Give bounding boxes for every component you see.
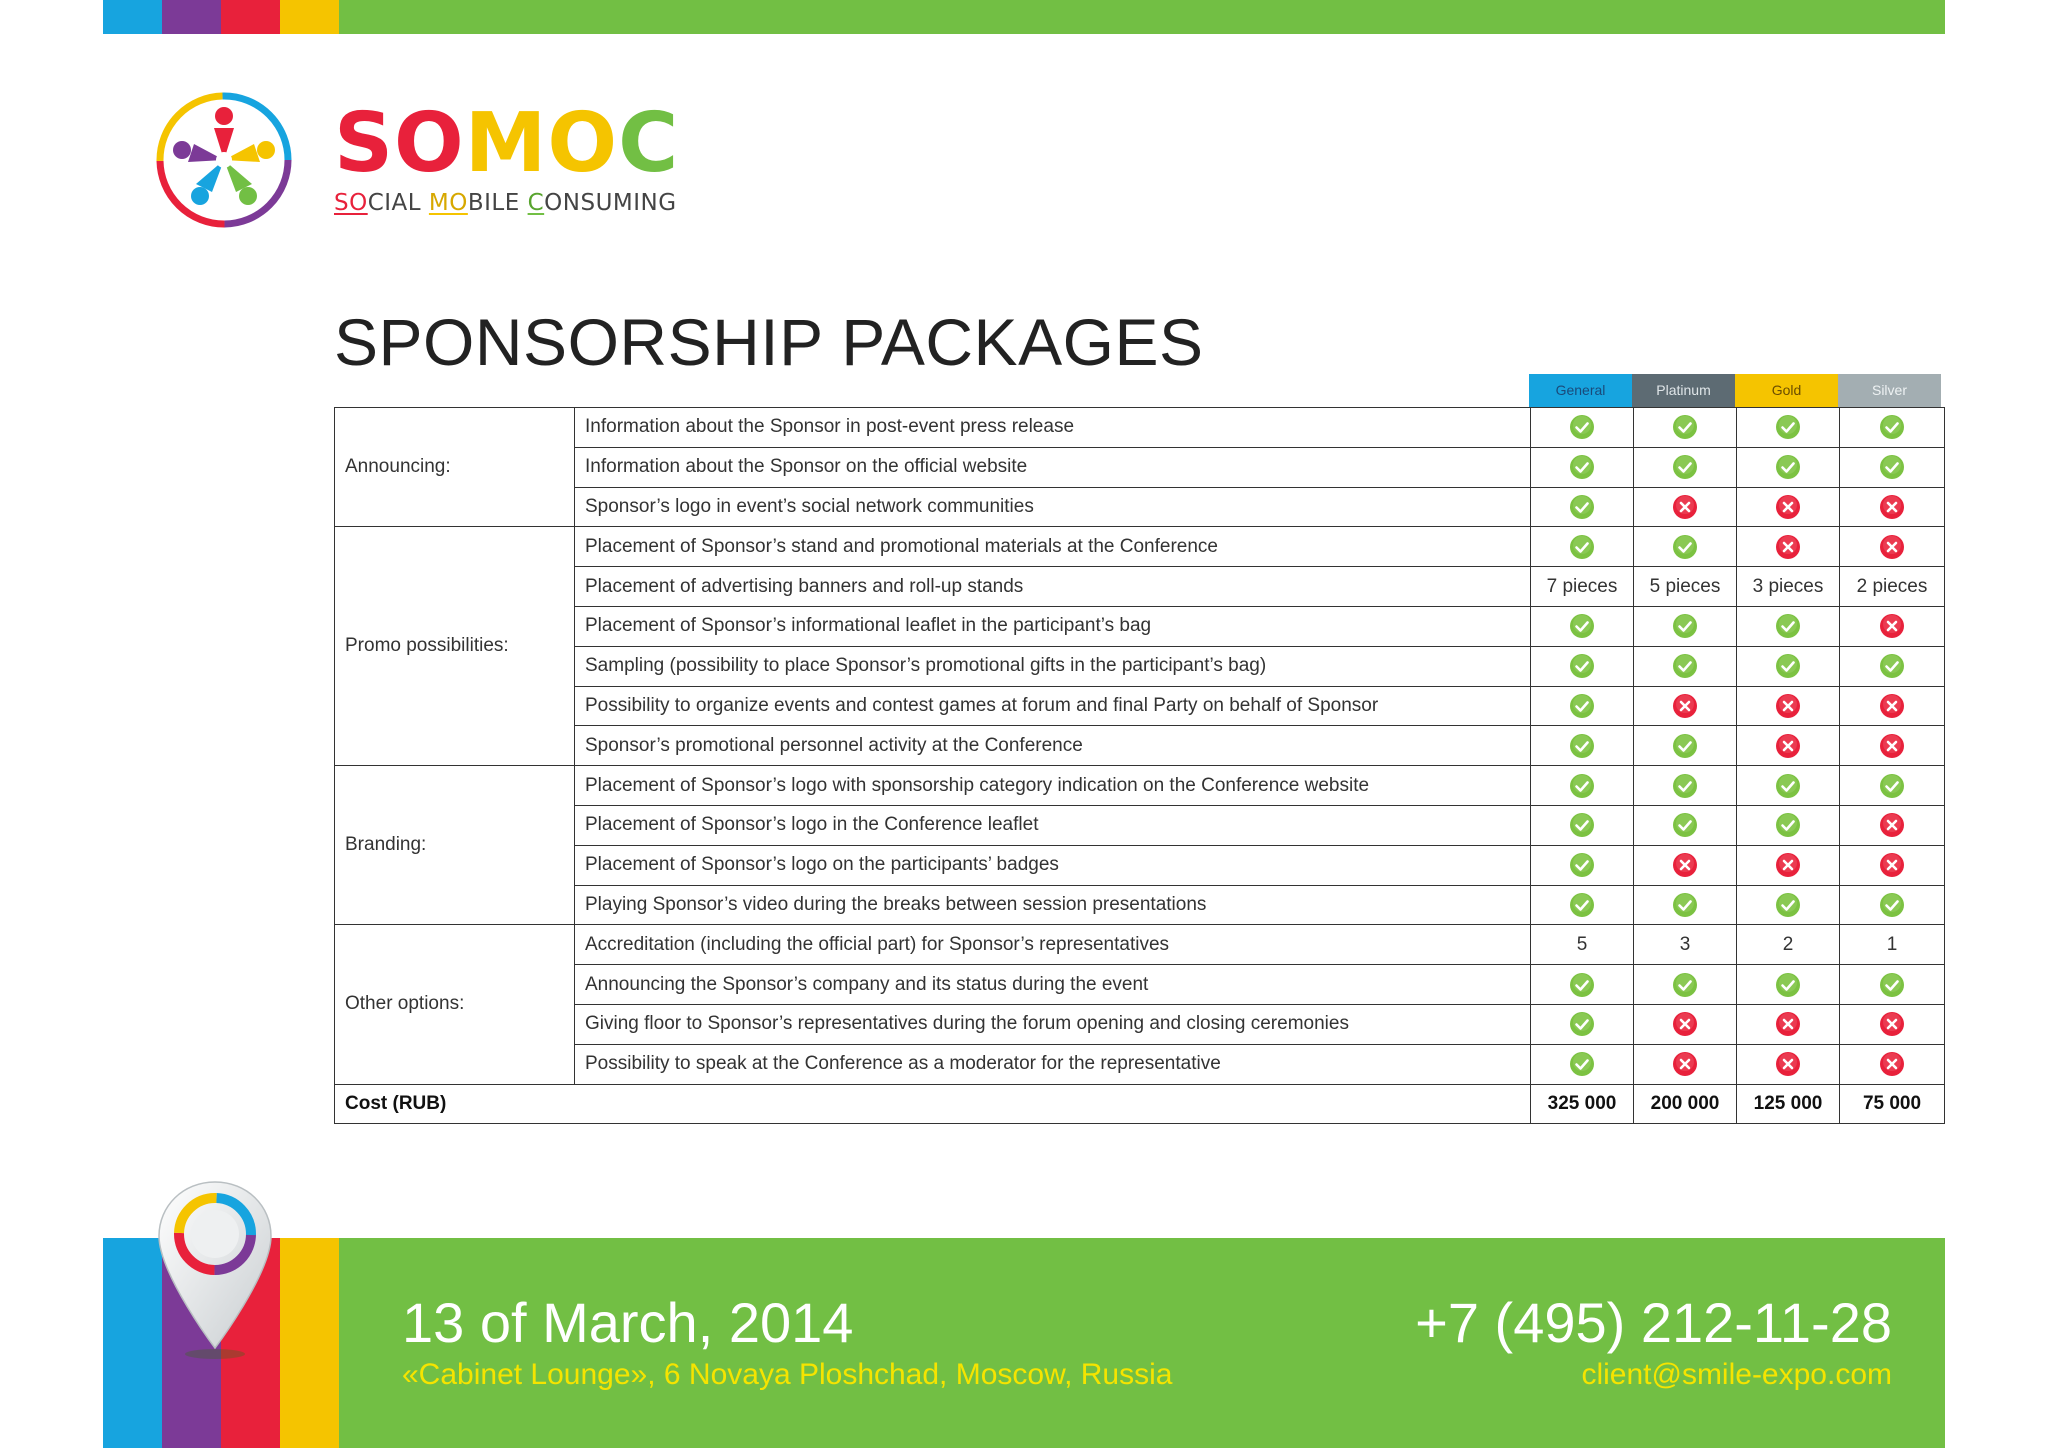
table-row [335,567,1945,607]
gold-cost: 125 000 [1737,1084,1840,1124]
contact-email: client@smile-expo.com [1581,1358,1892,1391]
silver-cost: 75 000 [1840,1084,1945,1124]
silver-cross-icon [1840,527,1945,567]
general-value: 5 [1531,925,1634,965]
table-row [335,726,1945,766]
feature-label: Possibility to organize events and contest games at forum and final Party on behalf of Sponsor [575,686,1531,726]
category-label: Other options: [335,925,575,1084]
gold-cross-icon [1737,1004,1840,1044]
silver-check-icon [1840,408,1945,448]
gold-check-icon [1737,646,1840,686]
platinum-cross-icon [1634,1044,1737,1084]
cost-row [335,1084,1945,1124]
general-check-icon [1531,805,1634,845]
gold-check-icon [1737,805,1840,845]
table-row [335,965,1945,1005]
gold-cross-icon [1737,845,1840,885]
silver-check-icon [1840,766,1945,806]
platinum-check-icon [1634,766,1737,806]
feature-label: Placement of advertising banners and roll-up stands [575,567,1531,607]
gold-cross-icon [1737,1044,1840,1084]
stripe-yellow [280,0,339,34]
feature-label: Possibility to speak at the Conference as a moderator for the representative [575,1044,1531,1084]
platinum-cost: 200 000 [1634,1084,1737,1124]
feature-label: Giving floor to Sponsor’s representatives during the forum opening and closing ceremonies [575,1004,1531,1044]
platinum-check-icon [1634,447,1737,487]
platinum-cross-icon [1634,845,1737,885]
footer-stripe-blue [103,1238,162,1448]
general-check-icon [1531,1004,1634,1044]
feature-label: Placement of Sponsor’s informational leaflet in the participant’s bag [575,606,1531,646]
general-check-icon [1531,1044,1634,1084]
platinum-value: 5 pieces [1634,567,1737,607]
table-row [335,447,1945,487]
location-pin-icon [155,1178,275,1360]
platinum-check-icon [1634,805,1737,845]
table-row [335,1044,1945,1084]
package-header [1529,374,1941,407]
feature-label: Placement of Sponsor’s logo in the Conference leaflet [575,805,1531,845]
table-row [335,606,1945,646]
feature-label: Placement of Sponsor’s stand and promotional materials at the Conference [575,527,1531,567]
general-check-icon [1531,766,1634,806]
general-value: 7 pieces [1531,567,1634,607]
silver-cross-icon [1840,1004,1945,1044]
general-check-icon [1531,408,1634,448]
general-check-icon [1531,726,1634,766]
table-row [335,686,1945,726]
category-label: Promo possibilities: [335,527,575,766]
silver-cross-icon [1840,686,1945,726]
general-check-icon [1531,885,1634,925]
table-row [335,487,1945,527]
general-check-icon [1531,686,1634,726]
stripe-purple [162,0,221,34]
silver-cross-icon [1840,726,1945,766]
feature-label: Sampling (possibility to place Sponsor’s promotional gifts in the participant’s bag) [575,646,1531,686]
package-gold-label: Gold [1735,374,1838,407]
table-row [335,805,1945,845]
package-silver-label: Silver [1838,374,1941,407]
silver-cross-icon [1840,845,1945,885]
silver-cross-icon [1840,805,1945,845]
gold-cross-icon [1737,726,1840,766]
package-general-label: General [1529,374,1632,407]
general-check-icon [1531,646,1634,686]
platinum-check-icon [1634,527,1737,567]
gold-check-icon [1737,885,1840,925]
gold-value: 3 pieces [1737,567,1840,607]
general-check-icon [1531,447,1634,487]
silver-cross-icon [1840,1044,1945,1084]
table-row [335,527,1945,567]
table-row [335,845,1945,885]
feature-label: Placement of Sponsor’s logo with sponsorship category indication on the Conference website [575,766,1531,806]
feature-label: Sponsor’s promotional personnel activity at the Conference [575,726,1531,766]
silver-cross-icon [1840,606,1945,646]
page-title: SPONSORSHIP PACKAGES [334,305,1204,379]
stripe-blue [103,0,162,34]
table-row [335,885,1945,925]
gold-check-icon [1737,408,1840,448]
footer-stripe-yellow [280,1238,339,1448]
silver-check-icon [1840,646,1945,686]
feature-label: Playing Sponsor’s video during the breaks between session presentations [575,885,1531,925]
silver-value: 1 [1840,925,1945,965]
table-row [335,766,1945,806]
gold-cross-icon [1737,686,1840,726]
platinum-cross-icon [1634,1004,1737,1044]
gold-check-icon [1737,606,1840,646]
cost-label: Cost (RUB) [335,1084,1531,1124]
silver-check-icon [1840,447,1945,487]
feature-label: Announcing the Sponsor’s company and its status during the event [575,965,1531,1005]
contact-phone: +7 (495) 212-11-28 [1415,1291,1892,1354]
table-row [335,646,1945,686]
category-label: Announcing: [335,408,575,527]
platinum-check-icon [1634,726,1737,766]
gold-check-icon [1737,766,1840,806]
event-address: «Cabinet Lounge», 6 Novaya Ploshchad, Moscow, Russia [402,1358,1173,1391]
table-row [335,408,1945,448]
gold-value: 2 [1737,925,1840,965]
general-check-icon [1531,965,1634,1005]
general-check-icon [1531,845,1634,885]
somoc-logo-icon [156,92,292,228]
platinum-check-icon [1634,885,1737,925]
platinum-cross-icon [1634,487,1737,527]
gold-cross-icon [1737,487,1840,527]
platinum-cross-icon [1634,686,1737,726]
category-label: Branding: [335,766,575,925]
platinum-check-icon [1634,646,1737,686]
table-row [335,1004,1945,1044]
package-platinum-label: Platinum [1632,374,1735,407]
feature-label: Placement of Sponsor’s logo on the participants’ badges [575,845,1531,885]
platinum-value: 3 [1634,925,1737,965]
gold-check-icon [1737,965,1840,1005]
gold-cross-icon [1737,527,1840,567]
event-date: 13 of March, 2014 [402,1291,854,1354]
silver-cross-icon [1840,487,1945,527]
platinum-check-icon [1634,965,1737,1005]
brand-wordmark [334,96,680,216]
stripe-red [221,0,280,34]
sponsorship-table-body [335,408,1945,1124]
brand-name: SOMOC [334,96,680,191]
platinum-check-icon [1634,408,1737,448]
silver-value: 2 pieces [1840,567,1945,607]
silver-check-icon [1840,885,1945,925]
feature-label: Information about the Sponsor on the official website [575,447,1531,487]
general-cost: 325 000 [1531,1084,1634,1124]
brand-tagline: SOCIAL MOBILE CONSUMING [334,190,677,216]
sponsorship-table [334,407,1945,1124]
general-check-icon [1531,487,1634,527]
platinum-check-icon [1634,606,1737,646]
silver-check-icon [1840,965,1945,1005]
stripe-green [339,0,1945,34]
feature-label: Accreditation (including the official part) for Sponsor’s representatives [575,925,1531,965]
general-check-icon [1531,606,1634,646]
top-color-stripe [103,0,1945,34]
gold-check-icon [1737,447,1840,487]
feature-label: Information about the Sponsor in post-event press release [575,408,1531,448]
general-check-icon [1531,527,1634,567]
table-row [335,925,1945,965]
feature-label: Sponsor’s logo in event’s social network communities [575,487,1531,527]
